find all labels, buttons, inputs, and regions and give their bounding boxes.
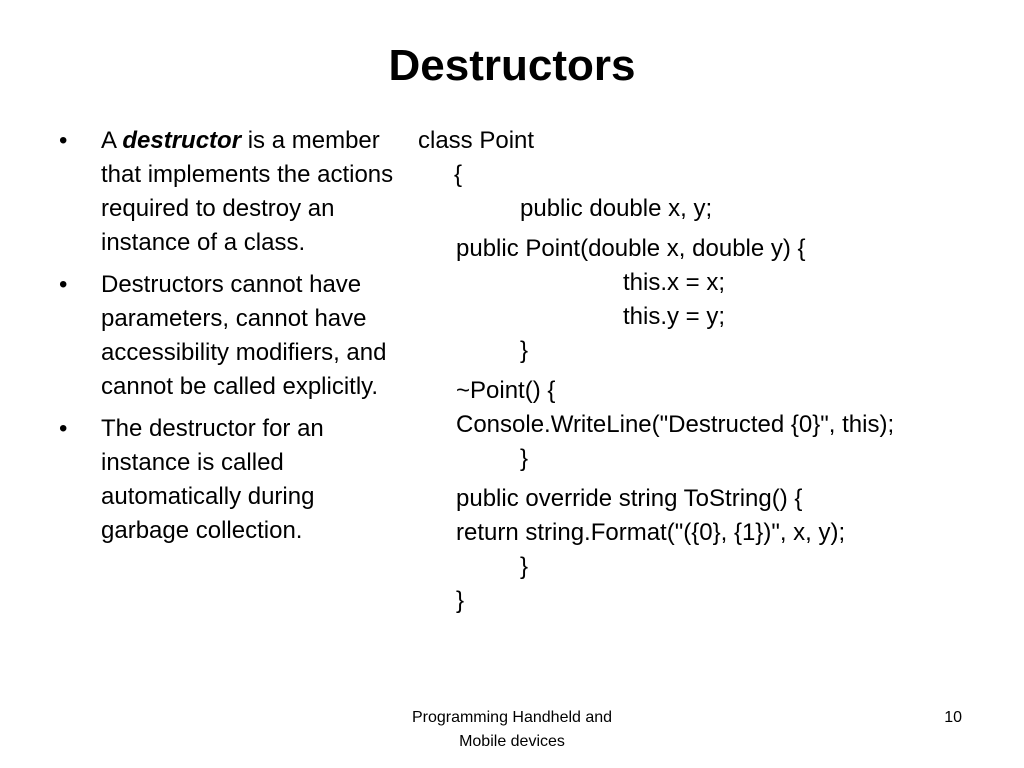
code-line: } bbox=[520, 553, 529, 580]
footer-course-title bbox=[362, 706, 662, 754]
code-line: ~Point() { bbox=[456, 377, 556, 404]
bullet-term-destructor: destructor bbox=[122, 127, 242, 154]
code-line: public override string ToString() { bbox=[456, 485, 803, 512]
code-sample bbox=[418, 124, 1008, 618]
bullet-glyph: • bbox=[59, 271, 68, 298]
code-line: this.x = x; bbox=[623, 269, 726, 296]
code-line: class Point bbox=[418, 127, 535, 154]
code-line: } bbox=[520, 445, 529, 472]
bullet-list bbox=[55, 124, 400, 556]
footer-line: Programming Handheld and bbox=[411, 709, 613, 726]
bullet-item-restrictions bbox=[55, 268, 400, 404]
bullet-item-garbage-collection bbox=[55, 412, 400, 548]
code-line: public Point(double x, double y) { bbox=[456, 235, 806, 262]
bullet-item-destructor-definition bbox=[55, 124, 400, 260]
code-line: Console.WriteLine("Destructed {0}", this); bbox=[456, 411, 895, 438]
code-line: return string.Format("({0}, {1})", x, y); bbox=[456, 519, 846, 546]
bullet-text: The destructor for an instance is called automatically during garbage collection. bbox=[101, 415, 324, 544]
bullet-text-suffix: is a member that implements the actions required to destroy an instance of a class. bbox=[101, 127, 394, 256]
code-line: this.y = y; bbox=[623, 303, 726, 330]
code-line: { bbox=[454, 161, 463, 188]
bullet-glyph: • bbox=[59, 127, 68, 154]
bullet-glyph: • bbox=[59, 415, 68, 442]
slide-title: Destructors bbox=[388, 41, 636, 90]
footer-line: Mobile devices bbox=[459, 733, 565, 750]
slide-number: 10 bbox=[944, 709, 962, 726]
code-line: public double x, y; bbox=[520, 195, 713, 222]
code-line: } bbox=[456, 587, 465, 614]
code-line: } bbox=[520, 337, 529, 364]
bullet-text: Destructors cannot have parameters, cannot have accessibility modifiers, and cannot be called explicitly. bbox=[101, 271, 387, 400]
bullet-text-prefix: A bbox=[101, 127, 123, 154]
